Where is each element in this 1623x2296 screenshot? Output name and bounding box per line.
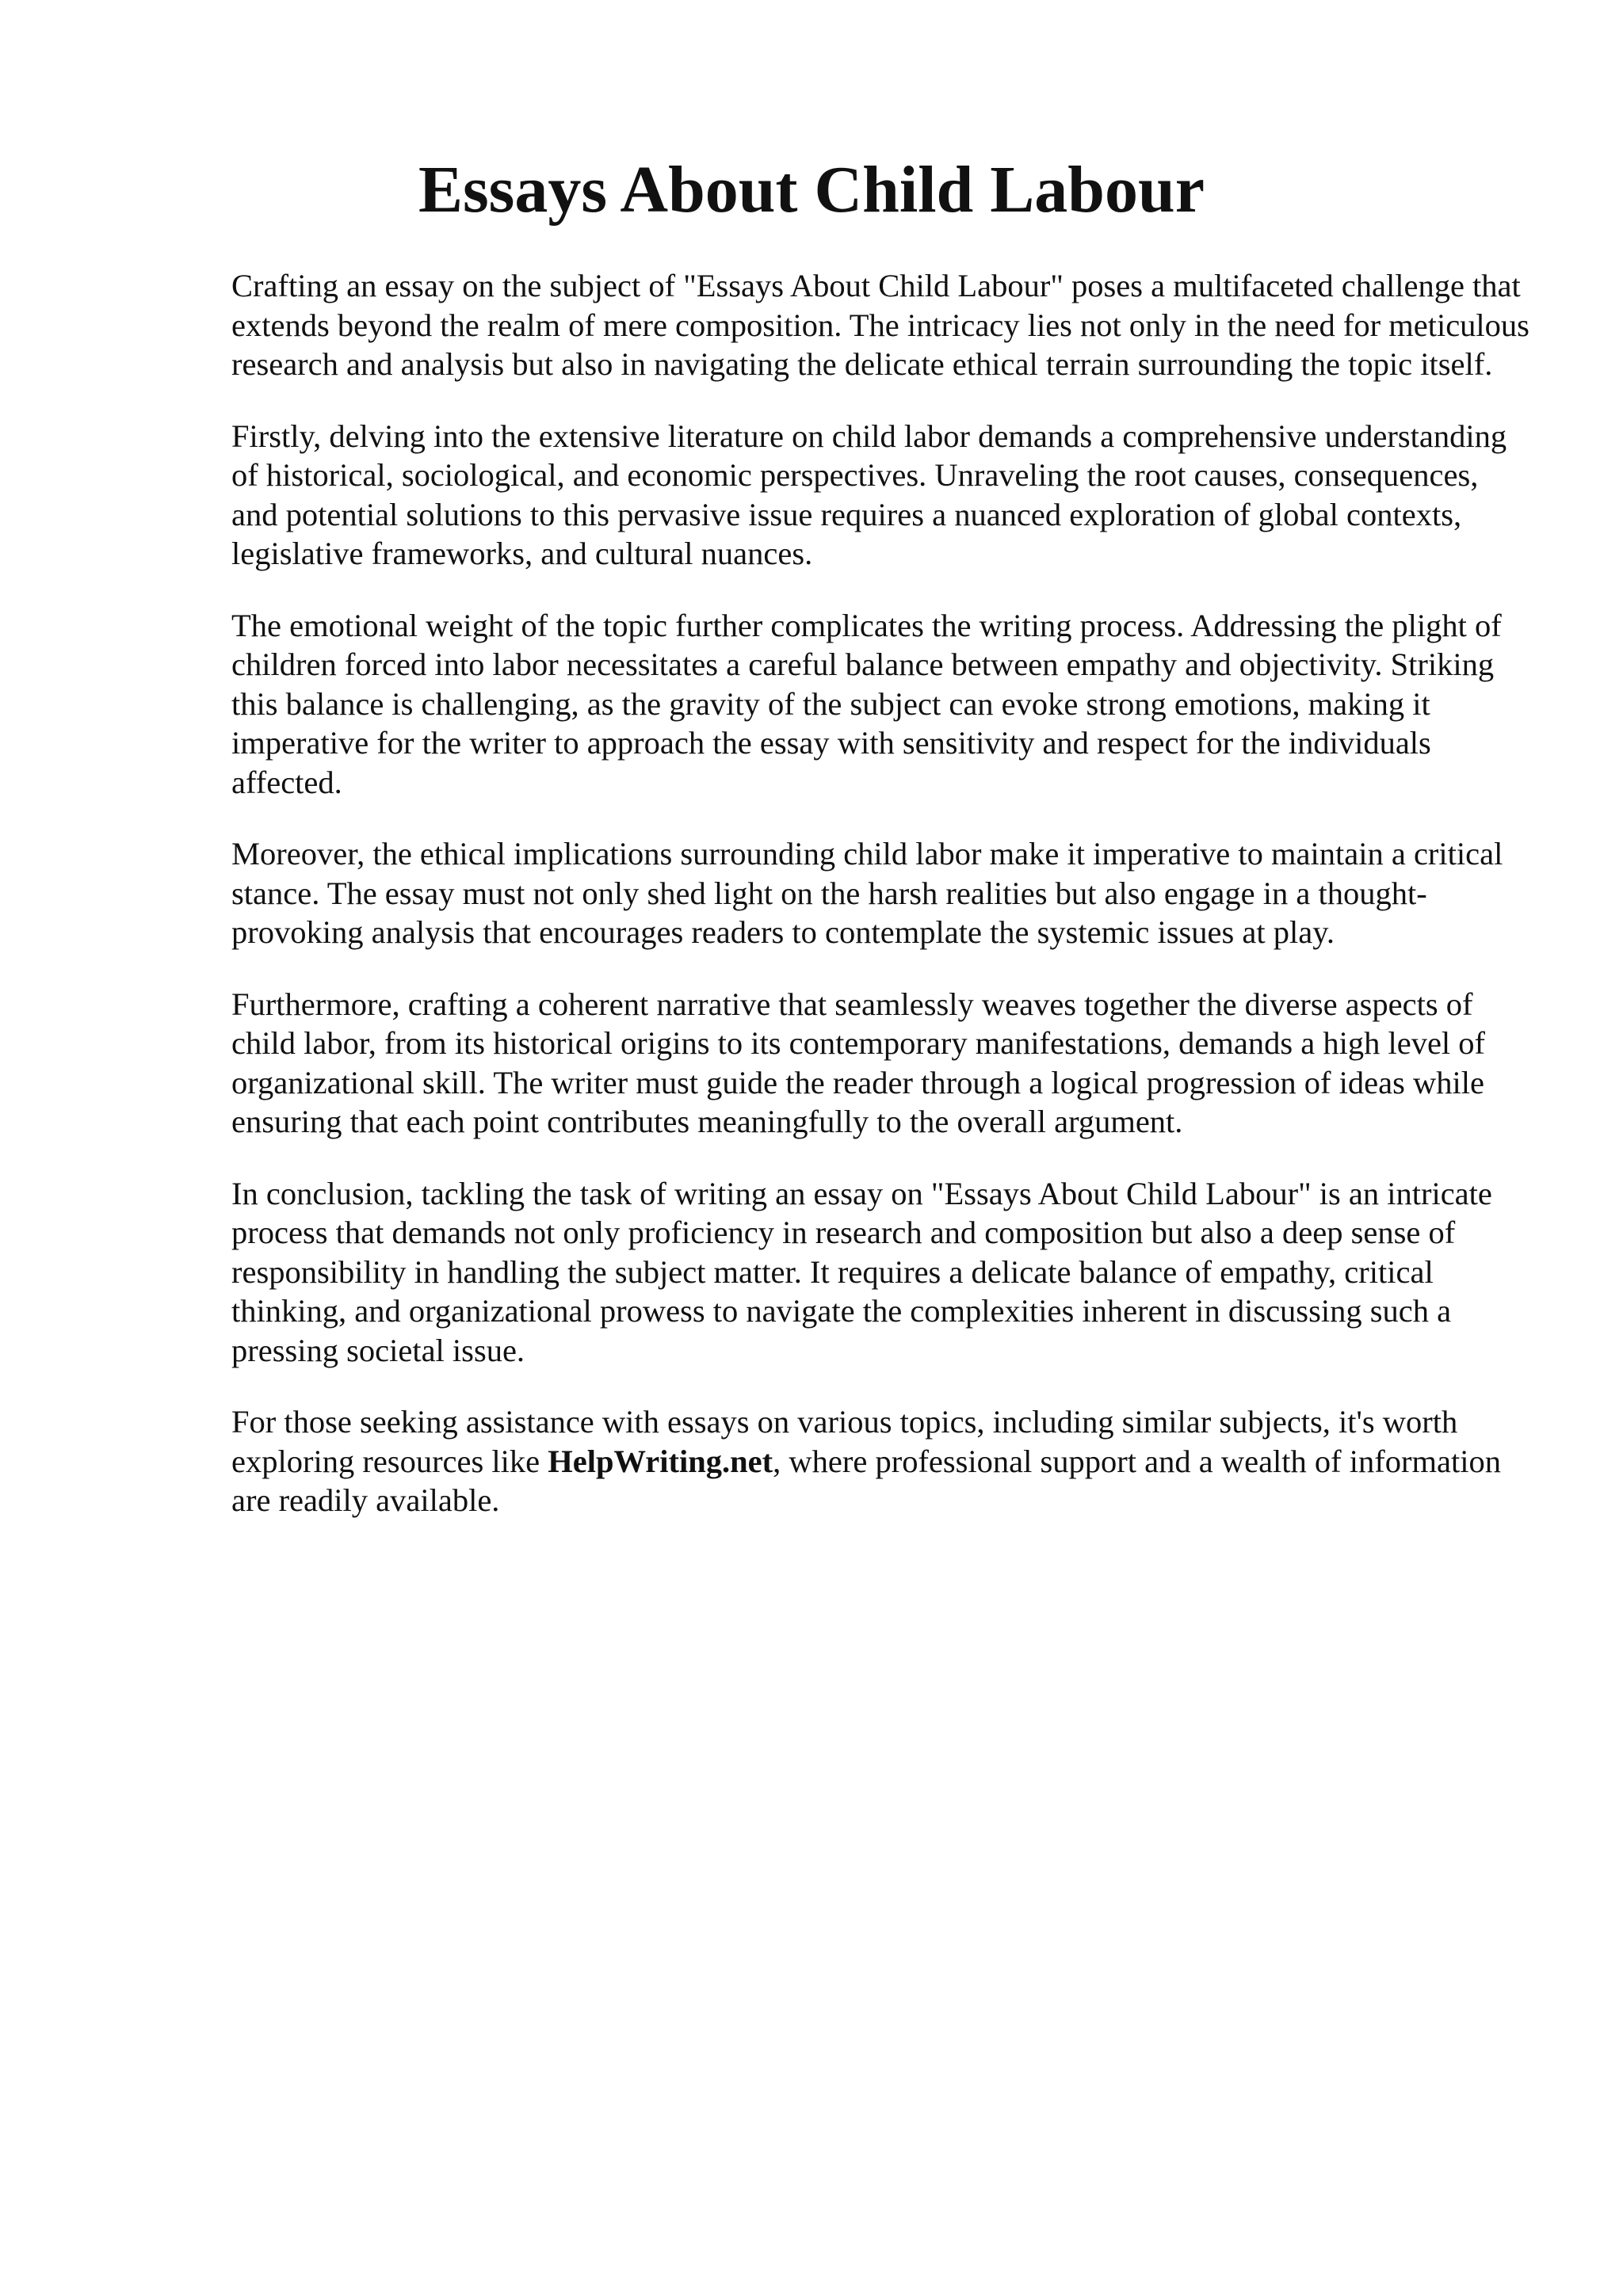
document-title: Essays About Child Labour — [418, 153, 1205, 227]
brand-name: HelpWriting.net — [548, 1443, 773, 1479]
closing-text-after: , where professional support and a wealth of information are readily available. — [231, 1443, 1502, 1518]
paragraph-moreover: Moreover, the ethical implications surrounding child labor make it imperative to maintain a critical stance. The essay must not only shed light on the harsh realities but also engage in a thought-provoking analysis that encourages readers to contemplate the systemic issues at play. — [231, 836, 1503, 950]
paragraph-conclusion: In conclusion, tackling the task of writing an essay on "Essays About Child Labour" is an intricate process that demands not only proficiency in research and composition but also a deep sense of responsibility in handling the subject matter. It requires a delicate balance of empathy, critical thinking, and organizational prowess to navigate the complexities inherent in discussing such a pressing societal issue. — [231, 1175, 1492, 1368]
closing-text-before: For those seeking assistance with essays on various topics, including similar subjects, it's worth exploring resources like — [231, 1404, 1458, 1479]
paragraph-emotional-weight: The emotional weight of the topic further complicates the writing process. Addressing the plight of children forced into labor necessitates a careful balance between empathy and objectivity. Striking this balance is challenging, as the gravity of the subject can evoke strong emotions, making it imperative for the writer to approach the essay with sensitivity and respect for the individuals affected. — [231, 607, 1502, 800]
paragraph-intro: Crafting an essay on the subject of "Essays About Child Labour" poses a multifaceted challenge that extends beyond the realm of mere composition. The intricacy lies not only in the need for meticulous research and analysis but also in navigating the delicate ethical terrain surrounding the topic itself. — [231, 268, 1529, 382]
paragraph-closing — [231, 1402, 1531, 1520]
paragraph-furthermore: Furthermore, crafting a coherent narrative that seamlessly weaves together the diverse aspects of child labor, from its historical origins to its contemporary manifestations, demands a high level of organizational skill. The writer must guide the reader through a logical progression of ideas while ensuring that each point contributes meaningfully to the overall argument. — [231, 986, 1486, 1139]
paragraph-firstly: Firstly, delving into the extensive literature on child labor demands a comprehensive understanding of historical, sociological, and economic perspectives. Unraveling the root causes, consequences, and potential solutions to this pervasive issue requires a nuanced exploration of global contexts, legislative frameworks, and cultural nuances. — [231, 418, 1507, 571]
document-body — [231, 266, 1531, 1553]
